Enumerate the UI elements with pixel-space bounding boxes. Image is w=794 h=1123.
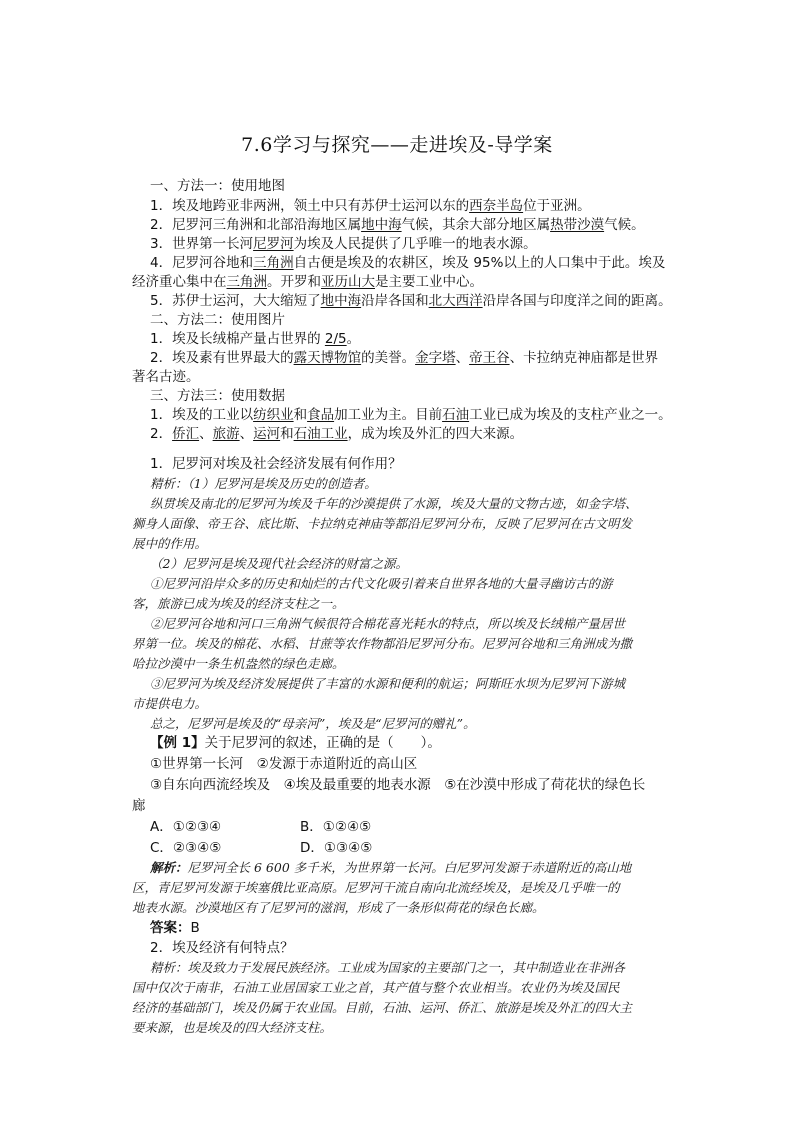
text-segment: 是主要工业中心。: [375, 274, 483, 290]
text-line: [150, 348, 794, 368]
text-segment: 的美誉。: [361, 350, 416, 366]
text-line: [150, 958, 794, 978]
text-segment: 自古便是埃及的农耕区，埃及 95%以上的人口集中于此。埃及: [293, 255, 666, 271]
text-segment: 1．埃及地跨亚非两洲，领土中只有苏伊士运河以东的: [150, 198, 470, 214]
underlined-term: 三角洲: [226, 274, 267, 290]
text-line: [150, 424, 794, 444]
text-segment: 2．: [150, 426, 173, 442]
text-line: [150, 329, 794, 349]
underlined-term: 北大西洋: [428, 293, 483, 309]
text-segment: ②尼罗河谷地和河口三角洲气候很符合棉花喜光耗水的特点，所以埃及长绒棉产量居世: [150, 616, 626, 631]
text-segment: 著名古迹。: [132, 369, 200, 385]
underlined-term: 地中海: [320, 293, 362, 309]
text-line: [150, 938, 794, 958]
text-line: [132, 694, 794, 714]
text-segment: 一、方法一：使用地图: [150, 178, 285, 194]
text-segment: 狮身人面像、帝王谷、底比斯、卡拉纳克神庙等都沿尼罗河分布，反映了尼罗河在古文明发: [132, 516, 633, 531]
underlined-term: 2/5: [324, 331, 347, 347]
underlined-term: 运河: [253, 426, 281, 442]
text-line: [300, 838, 794, 858]
text-segment: B: [190, 920, 200, 936]
text-segment: C．②③④⑤: [150, 840, 222, 856]
text-segment: 沿岸各国和: [361, 293, 429, 309]
text-segment: 地表水源。沙漠地区有了尼罗河的滋润，形成了一条形似荷花的绿色长廊。: [132, 900, 545, 915]
text-line: [150, 614, 794, 634]
text-line: [150, 234, 794, 254]
text-line: [132, 594, 794, 614]
underlined-term: 侨汇: [172, 426, 200, 442]
text-segment: 总之，尼罗河是埃及的“母亲河”，埃及是“尼罗河的赠礼”。: [150, 716, 476, 731]
text-segment: 市提供电力。: [132, 696, 208, 711]
text-line: [150, 714, 794, 734]
text-line: [150, 574, 794, 594]
underlined-term: 食品: [307, 407, 335, 423]
text-line: [132, 1018, 794, 1038]
text-segment: 关于尼罗河的叙述，正确的是（ ）。: [204, 735, 441, 751]
text-line: [132, 898, 794, 918]
text-segment: 1．埃及的工业以: [150, 407, 254, 423]
text-segment: 精析：埃及致力于发展民族经济。工业成为国家的主要部门之一，其中制造业在非洲各: [150, 960, 626, 975]
text-segment: 、: [199, 426, 213, 442]
text-line: [150, 674, 794, 694]
text-segment: 展中的作用。: [132, 536, 208, 551]
text-line: [150, 754, 794, 774]
text-segment: 纵贯埃及南北的尼罗河为埃及千年的沙漠提供了水源，埃及大量的文物古迹，如金字塔、: [150, 496, 638, 511]
text-segment: 位于亚洲。: [523, 198, 591, 214]
text-segment: ①尼罗河沿岸众多的历史和灿烂的古代文化吸引着来自世界各地的大量寻幽访古的游: [150, 576, 613, 591]
text-line: [150, 775, 794, 795]
text-line: [150, 474, 794, 494]
underlined-term: 地中海: [361, 217, 402, 233]
text-segment: 解析：: [150, 860, 188, 875]
text-segment: 气候。: [604, 217, 645, 233]
text-line: [150, 215, 794, 235]
text-line: [150, 494, 794, 514]
text-segment: 界第一位。埃及的棉花、水稻、甘蔗等农作物都沿尼罗河分布。尼罗河谷地和三角洲成为撒: [132, 636, 633, 651]
text-segment: 4．尼罗河谷地和: [150, 255, 254, 271]
text-segment: 和: [293, 407, 308, 423]
text-line: [132, 534, 794, 554]
text-line: [150, 405, 794, 425]
text-line: [150, 858, 794, 878]
text-segment: 经济重心集中在: [132, 274, 227, 290]
text-segment: 答案：: [150, 920, 191, 936]
text-segment: 。开罗和: [267, 274, 321, 290]
text-segment: 三、方法三：使用数据: [150, 388, 285, 404]
text-segment: 经济的基础部门，埃及仍属于农业国。目前，石油、运河、侨汇、旅游是埃及外汇的四大主: [132, 1000, 633, 1015]
text-segment: 精析：（1）尼罗河是埃及历史的创造者。: [150, 476, 377, 491]
text-segment: 廊: [132, 798, 146, 814]
text-line: [132, 978, 794, 998]
underlined-term: 帝王谷: [469, 350, 510, 366]
text-line: [132, 998, 794, 1018]
text-line: [150, 310, 794, 330]
text-segment: 。: [346, 331, 361, 347]
text-segment: ③自东向西流经埃及 ④埃及最重要的地表水源 ⑤在沙漠中形成了荷花状的绿色长: [150, 777, 646, 793]
text-segment: 国中仅次于南非，石油工业居国家工业之首，其产值与整个农业相当。农业仍为埃及国民: [132, 980, 620, 995]
underlined-term: 露天博物馆: [293, 350, 362, 366]
text-segment: 工业已成为埃及的支柱产业之一。: [469, 407, 672, 423]
text-line: [150, 386, 794, 406]
text-segment: 客，旅游已成为埃及的经济支柱之一。: [132, 596, 345, 611]
text-line: [150, 554, 794, 574]
text-line: [132, 878, 794, 898]
text-line: [150, 733, 794, 753]
text-segment: 为埃及人民提供了几乎唯一的地表水源。: [293, 236, 537, 252]
text-segment: 沿岸各国与印度洋之间的距离。: [482, 293, 672, 309]
underlined-term: 石油工业: [293, 426, 348, 442]
text-line: [150, 176, 794, 196]
text-line: [150, 454, 794, 474]
underlined-term: 亚历山大: [321, 274, 375, 290]
underlined-term: 热带沙漠: [550, 217, 605, 233]
underlined-term: 三角洲: [253, 255, 294, 271]
text-segment: 、: [455, 350, 470, 366]
text-segment: 哈拉沙漠中一条生机盎然的绿色走廊。: [132, 656, 345, 671]
text-segment: 和: [280, 426, 294, 442]
text-segment: ①世界第一长河 ②发源于赤道附近的高山区: [150, 756, 418, 772]
underlined-term: 石油: [442, 407, 470, 423]
text-segment: ③尼罗河为埃及经济发展提供了丰富的水源和便利的航运；阿斯旺水坝为尼罗河下游城: [150, 676, 626, 691]
text-segment: 要来源，也是埃及的四大经济支柱。: [132, 1020, 333, 1035]
text-segment: 区，青尼罗河发源于埃塞俄比亚高原。尼罗河干流自南向北流经埃及，是埃及几乎唯一的: [132, 880, 620, 895]
text-segment: B．①②④⑤: [300, 819, 372, 835]
text-segment: 、: [239, 426, 254, 442]
underlined-term: 纺织业: [253, 407, 294, 423]
text-line: [132, 367, 794, 387]
text-segment: 2．埃及经济有何特点？: [150, 940, 294, 956]
underlined-term: 金字塔: [415, 350, 456, 366]
text-line: [150, 918, 794, 938]
text-line: [150, 291, 794, 311]
text-segment: 2．尼罗河三角洲和北部沿海地区属: [150, 217, 362, 233]
text-line: [132, 272, 794, 292]
text-segment: 2．埃及素有世界最大的: [150, 350, 294, 366]
text-segment: 1．尼罗河对埃及社会经济发展有何作用？: [150, 456, 402, 472]
text-segment: 3．世界第一长河: [150, 236, 254, 252]
text-line: [132, 796, 794, 816]
text-segment: 气候，其余大部分地区属: [401, 217, 551, 233]
underlined-term: 西奈半岛: [469, 198, 524, 214]
text-line: [132, 634, 794, 654]
text-segment: 【例 1】: [150, 735, 205, 751]
text-line: [150, 253, 794, 273]
text-line: [150, 196, 794, 216]
text-segment: 5．苏伊士运河，大大缩短了: [150, 293, 321, 309]
text-segment: D．①③④⑤: [300, 840, 373, 856]
text-segment: ，成为埃及外汇的四大来源。: [347, 426, 524, 442]
text-segment: 二、方法二：使用图片: [150, 312, 285, 328]
text-segment: 加工业为主。目前: [334, 407, 443, 423]
text-line: [132, 514, 794, 534]
text-segment: 、卡拉纳克神庙都是世界: [509, 350, 659, 366]
text-segment: （2）尼罗河是埃及现代社会经济的财富之源。: [150, 556, 408, 571]
text-segment: A．①②③④: [150, 819, 222, 835]
page-title: 7.6学习与探究——走进埃及-导学案: [241, 134, 553, 156]
text-line: [132, 654, 794, 674]
text-segment: 尼罗河全长 6 600 多千米，为世界第一长河。白尼罗河发源于赤道附近的高山地: [187, 860, 632, 875]
underlined-term: 尼罗河: [253, 236, 294, 252]
text-line: [300, 817, 794, 837]
text-segment: 1．埃及长绒棉产量占世界的: [150, 331, 325, 347]
underlined-term: 旅游: [212, 426, 240, 442]
